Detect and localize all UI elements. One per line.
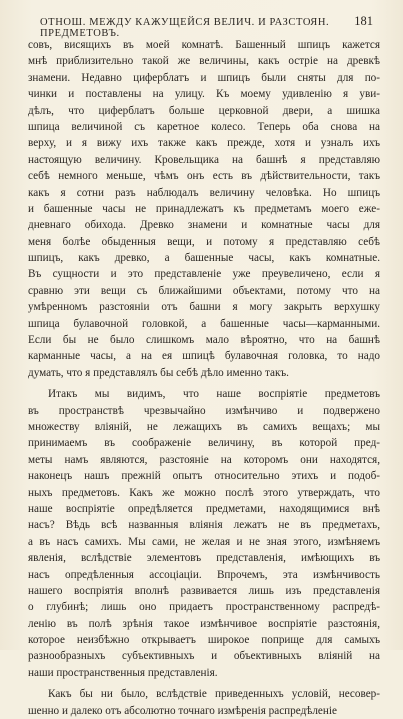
text-line: сравню эти вещи съ ближайшими объектами, потому что на — [28, 284, 380, 297]
text-line: умѣренномъ разстояніи отъ башни я могу закрыть верхушку — [28, 301, 380, 314]
running-header — [40, 14, 373, 39]
text-line: Какъ бы ни было, вслѣдствіе приведенныхъ условій, несовер- — [48, 688, 380, 701]
text-line: шпица величиной съ каретное колесо. Теперь оба снова на — [28, 120, 380, 133]
text-line: Если бы не было слишкомъ мало вѣроятно, что на башнѣ — [28, 334, 380, 347]
paragraph — [28, 686, 380, 719]
text-line: наше воспріятіе опредѣляется предметами, находящимися внѣ — [28, 502, 380, 515]
text-line: которое неизбѣжно открываетъ широкое поприще для самыхъ — [28, 634, 380, 647]
paragraph — [28, 386, 380, 681]
paragraph — [28, 37, 380, 381]
text-line: разнообразныхъ субъективныхъ и объективныхъ вліяній на — [28, 650, 380, 663]
text-line: думать, что я представлялъ бы себѣ дѣло именно такъ. — [28, 366, 289, 379]
page-body — [28, 37, 380, 719]
text-line: и башенные часы не принадлежатъ къ предметамъ моего еже- — [28, 202, 380, 215]
text-line: дѣлъ, что циферблатъ больше церковной двери, а шишка — [28, 104, 380, 117]
running-title: ОТНОШ. МЕЖДУ КАЖУЩЕЙСЯ ВЕЛИЧ. И РАЗСТОЯН. ПРЕДМЕТОВЪ. — [40, 17, 330, 39]
page-number: 181 — [354, 14, 373, 28]
text-line: шпицъ, какъ древко, а башенные часы, какъ комнатные. — [28, 252, 380, 265]
text-line: мнѣ приблизительно такой же величины, какъ остріе на древкѣ — [28, 55, 380, 68]
text-line: себѣ немного меньше, чѣмъ онъ есть въ дѣйствительности, такъ — [28, 170, 380, 183]
text-line: дневнаго обихода. Древко знамени и комнатные часы для — [28, 219, 380, 232]
text-line: насъ? Вѣдь всѣ названныя вліянія лежатъ не въ предметахъ, — [28, 519, 380, 532]
text-line: совъ, висящихъ въ моей комнатѣ. Башенный шпицъ кажется — [28, 39, 380, 51]
text-line: знамени. Недавно циферблатъ и шпицъ были сняты для по- — [28, 71, 380, 84]
text-line: въ пространствѣ чрезвычайно измѣнчиво и подвержено — [28, 404, 380, 417]
text-line: чинки и поставлены на улицу. Къ моему удивленію я уви- — [28, 88, 380, 101]
text-line: карманные часы, а на ея шпицѣ булавочная головка, то надо — [28, 350, 380, 363]
text-line: множеству вліяній, не лежащихъ въ самихъ вещахъ; мы — [28, 420, 380, 433]
text-line: меты намъ являются, разстояніе на которомъ они находятся, — [28, 453, 380, 466]
text-line: Итакъ мы видимъ, что наше воспріятіе предметовъ — [48, 388, 380, 401]
text-line: настоящую величину. Кровельщика на башнѣ я представляю — [28, 153, 380, 166]
text-line: какъ я сотни разъ наблюдалъ величину человѣка. Но шпицъ — [28, 186, 380, 199]
text-line: наши пространственныя представленія. — [28, 666, 218, 679]
text-line: шенно и далеко отъ абсолютно точнаго измѣренія распредѣленіе — [28, 704, 337, 717]
text-line: принимаемъ въ соображеніе величину, въ которой пред- — [28, 437, 380, 450]
text-line: нашего воспріятія вполнѣ развивается лишь изъ представленія — [28, 584, 380, 597]
text-line: Въ сущности и это представленіе уже преувеличено, если я — [28, 268, 380, 281]
text-line: о глубинѣ; лишь оно придаетъ пространственному распредѣ- — [28, 601, 380, 614]
text-line: наконецъ нашъ прежній опытъ относительно этихъ и подоб- — [28, 470, 380, 483]
text-line: меня болѣе обыденныя вещи, и потому я представляю себѣ — [28, 235, 380, 248]
text-line: насъ опредѣленныя ассоціаціи. Впрочемъ, эта измѣнчивость — [28, 568, 380, 581]
text-line: верху, и я вижу ихъ также какъ прежде, хотя и узналъ ихъ — [28, 137, 380, 150]
text-line: явленія, вслѣдствіе элементовъ представленія, имѣющихъ въ — [28, 552, 380, 565]
text-line: а въ насъ самихъ. Мы сами, не желая и не зная этого, измѣняемъ — [28, 535, 380, 548]
text-line: шпица булавочной головкой, а башенные часы—карманными. — [28, 317, 380, 330]
text-line: ныхъ предметовъ. Какъ же можно послѣ этого утверждать, что — [28, 486, 380, 499]
text-line: ленію въ полѣ зрѣнія такое измѣнчивое воспріятіе разстоянія, — [28, 617, 380, 630]
